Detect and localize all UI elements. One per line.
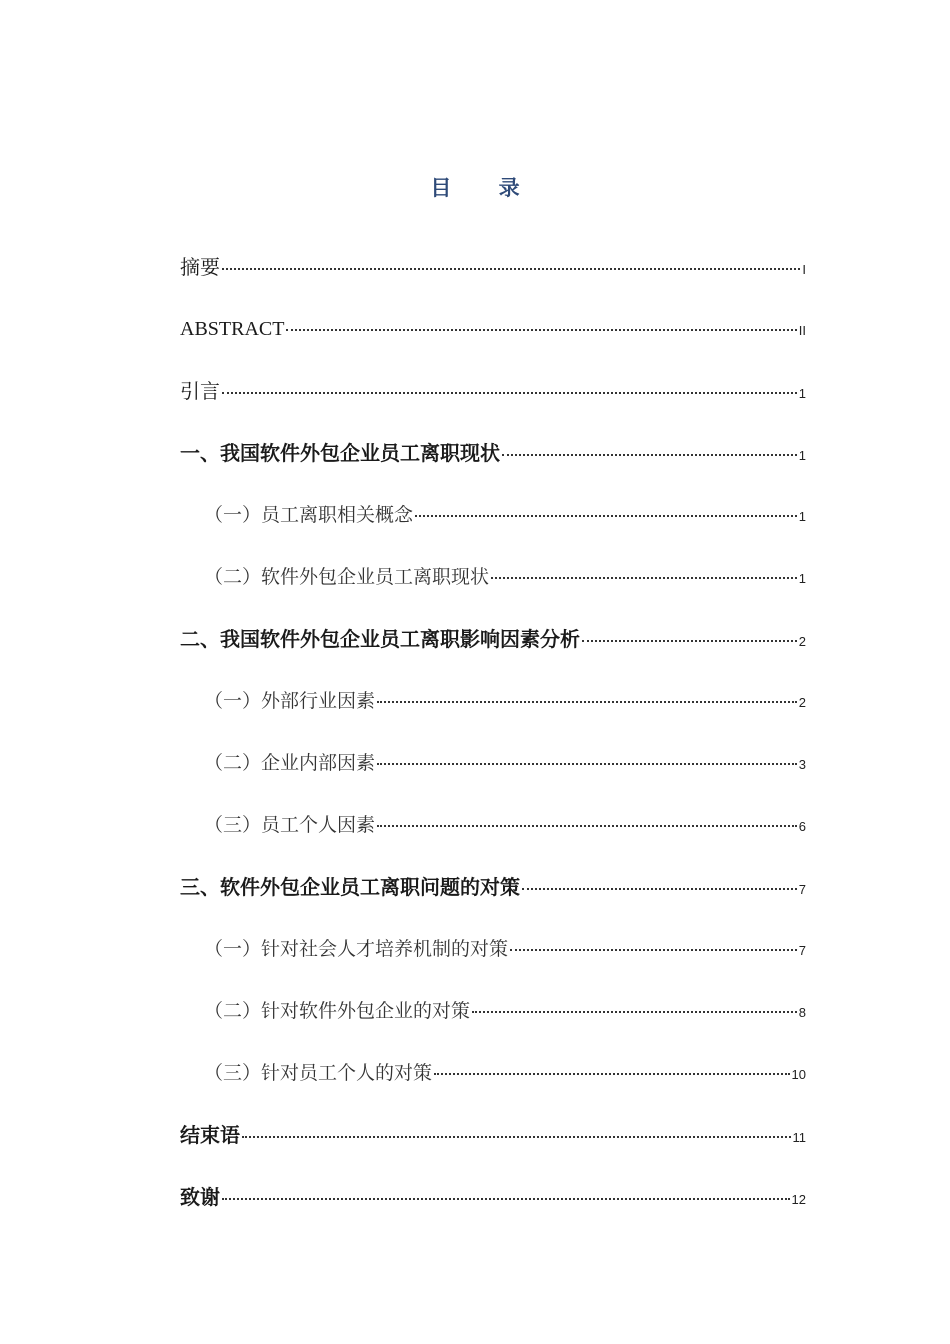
toc-entry-page: 1 <box>798 509 806 524</box>
toc-entry-page: 8 <box>798 1005 806 1020</box>
toc-entry-label: （二）软件外包企业员工离职现状 <box>204 566 490 588</box>
toc-entry-label: 摘要 <box>180 255 220 279</box>
toc-entry-page: 10 <box>791 1067 806 1082</box>
toc-entry-section-3-3[interactable] <box>180 1055 806 1117</box>
toc-entry-acknowledgements[interactable] <box>180 1179 806 1241</box>
toc-leader-dots <box>582 640 797 642</box>
toc-entry-label: ABSTRACT <box>180 318 285 340</box>
toc-leader-dots <box>522 888 797 890</box>
toc-leader-dots <box>491 577 797 579</box>
toc-entry-section-3-2[interactable] <box>180 993 806 1055</box>
toc-entry-label: （一）外部行业因素 <box>204 690 376 712</box>
toc-entry-label: （三）员工个人因素 <box>204 814 376 836</box>
toc-entry-label: 一、我国软件外包企业员工离职现状 <box>180 441 500 465</box>
toc-entry-section-1-2[interactable] <box>180 559 806 621</box>
toc-entry-page: 2 <box>798 695 806 710</box>
toc-leader-dots <box>472 1011 797 1013</box>
toc-entry-page: 1 <box>798 386 806 401</box>
toc-entry-label: （二）企业内部因素 <box>204 752 376 774</box>
toc-entry-label: （一）员工离职相关概念 <box>204 504 414 526</box>
toc-entry-page: 3 <box>798 757 806 772</box>
table-of-contents <box>180 249 806 1241</box>
toc-entry-page: 6 <box>798 819 806 834</box>
toc-entry-page: 2 <box>798 634 806 649</box>
toc-entry-section-1-1[interactable] <box>180 497 806 559</box>
toc-leader-dots <box>222 268 800 270</box>
toc-entry-abstract-cn[interactable] <box>180 249 806 311</box>
toc-leader-dots <box>222 1198 790 1200</box>
toc-entry-label: （二）针对软件外包企业的对策 <box>204 1000 471 1022</box>
toc-leader-dots <box>222 392 797 394</box>
toc-entry-label: （一）针对社会人才培养机制的对策 <box>204 938 509 960</box>
toc-leader-dots <box>377 763 797 765</box>
toc-entry-conclusion[interactable] <box>180 1117 806 1179</box>
toc-leader-dots <box>377 825 797 827</box>
toc-entry-label: 三、软件外包企业员工离职问题的对策 <box>180 875 520 899</box>
toc-entry-page: 12 <box>791 1192 806 1207</box>
toc-entry-page: 7 <box>798 882 806 897</box>
toc-entry-page: 1 <box>798 571 806 586</box>
toc-entry-abstract-en[interactable] <box>180 311 806 373</box>
toc-leader-dots <box>415 515 797 517</box>
toc-entry-page: I <box>802 262 806 277</box>
toc-entry-section-3-1[interactable] <box>180 931 806 993</box>
toc-entry-introduction[interactable] <box>180 373 806 435</box>
toc-leader-dots <box>286 329 796 331</box>
toc-entry-page: II <box>798 323 806 338</box>
toc-entry-page: 1 <box>798 448 806 463</box>
toc-entry-section-2-2[interactable] <box>180 745 806 807</box>
toc-entry-chapter-1[interactable] <box>180 435 806 497</box>
toc-entry-chapter-3[interactable] <box>180 869 806 931</box>
toc-entry-label: 致谢 <box>180 1185 220 1209</box>
toc-leader-dots <box>377 701 797 703</box>
toc-entry-label: 引言 <box>180 379 220 403</box>
toc-leader-dots <box>502 454 797 456</box>
toc-entry-chapter-2[interactable] <box>180 621 806 683</box>
toc-entry-label: （三）针对员工个人的对策 <box>204 1062 433 1084</box>
toc-leader-dots <box>434 1073 790 1075</box>
page-title: 目 录 <box>430 176 540 200</box>
toc-entry-section-2-1[interactable] <box>180 683 806 745</box>
toc-entry-label: 结束语 <box>180 1123 240 1147</box>
toc-entry-section-2-3[interactable] <box>180 807 806 869</box>
toc-entry-page: 11 <box>792 1130 806 1145</box>
toc-entry-label: 二、我国软件外包企业员工离职影响因素分析 <box>180 627 580 651</box>
toc-leader-dots <box>510 949 797 951</box>
toc-leader-dots <box>242 1136 791 1138</box>
toc-entry-page: 7 <box>798 943 806 958</box>
